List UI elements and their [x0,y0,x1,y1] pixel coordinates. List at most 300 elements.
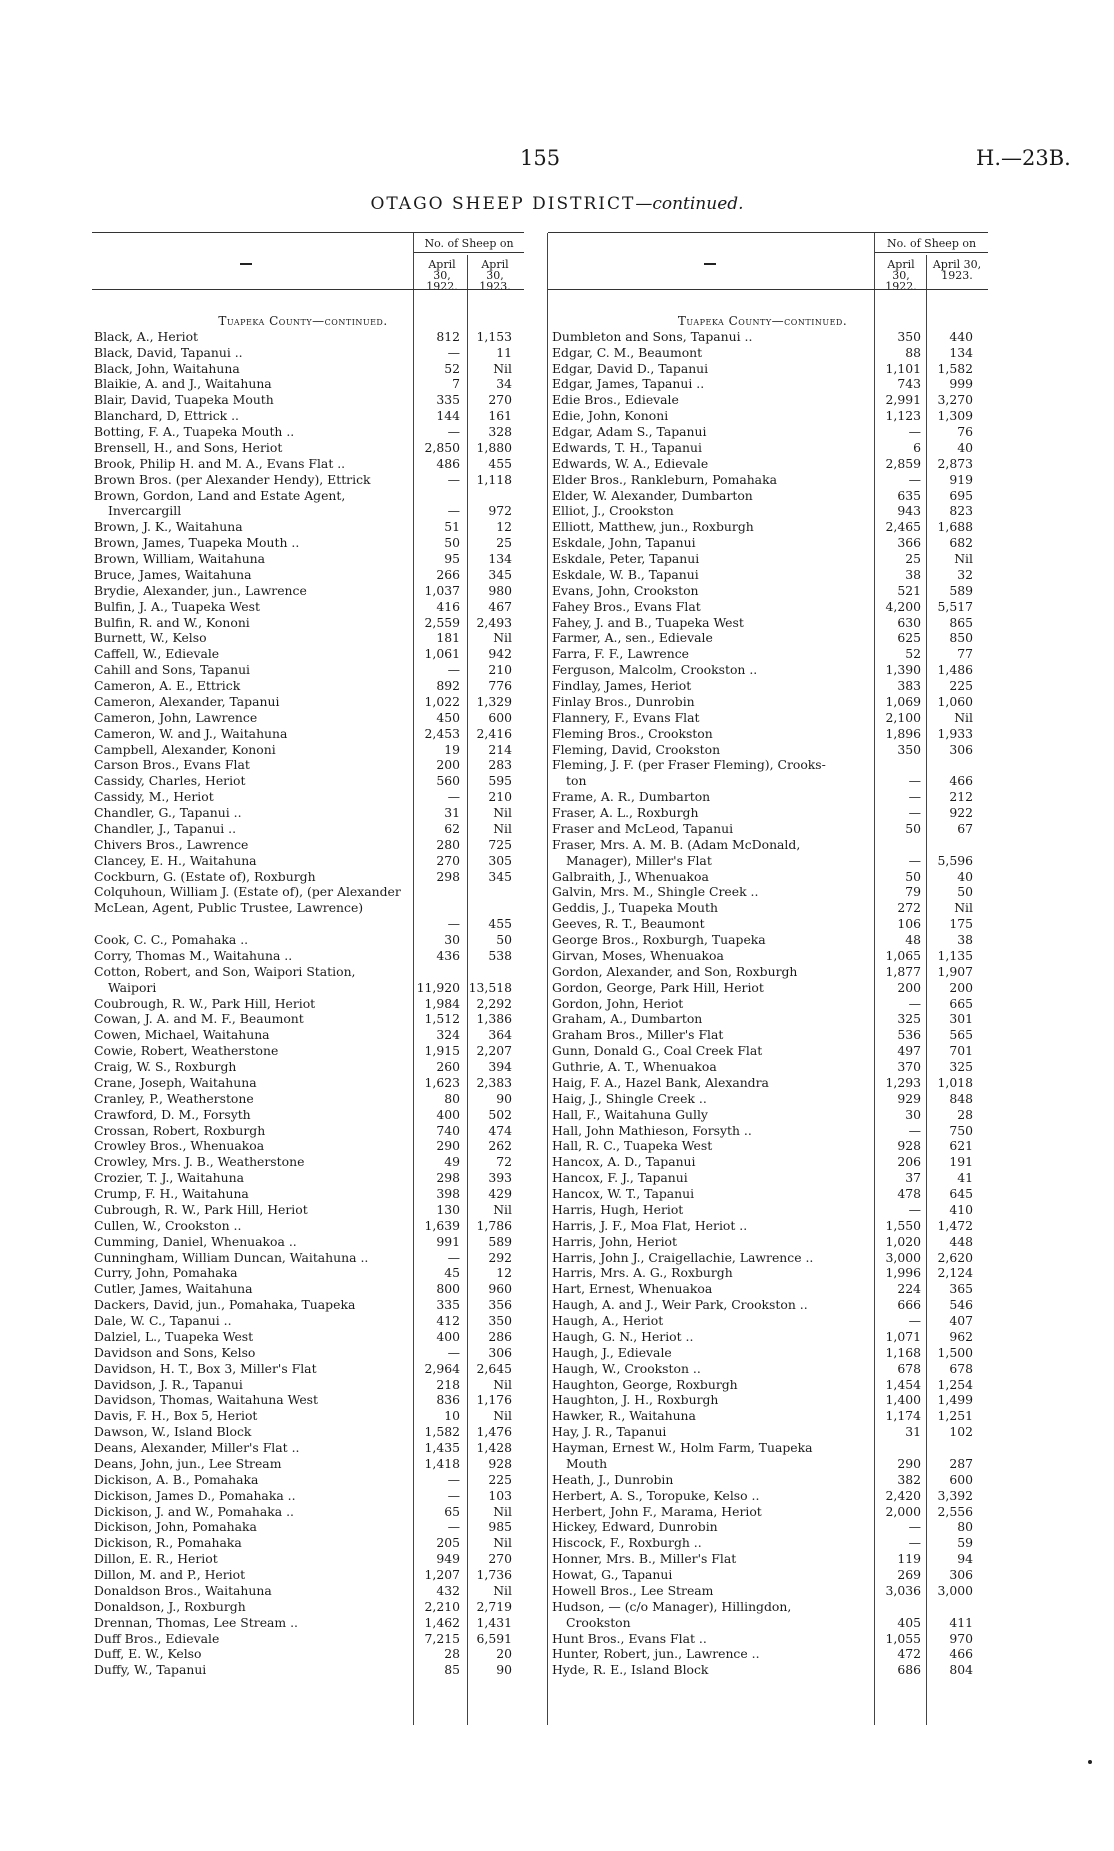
sheep-count-1922: 2,559 [424,614,460,630]
sheep-count-1922: 2,991 [885,392,921,408]
sheep-count-1922: 625 [897,630,921,646]
sheep-count-1922: 50 [444,535,460,551]
sheep-count-1923: 102 [949,1424,973,1440]
table-row [550,583,975,599]
sheep-count-1922: — [447,344,460,360]
sheep-count-1922: 269 [897,1567,921,1583]
right-sheep-header: No. of Sheep on [886,237,977,250]
left-subheader-rule [414,252,524,253]
sheep-count-1922: 2,850 [424,439,460,455]
sheep-count-1923: 262 [488,1138,512,1154]
table-row [550,1472,975,1488]
sheep-count-1922: 31 [905,1424,921,1440]
owner-name: Curry, John, Pomahaka [94,1265,238,1281]
sheep-count-1922: 325 [897,1011,921,1027]
owner-name-continuation: Mouth [566,1455,608,1471]
table-row [550,1297,975,1313]
sheep-count-1923: 225 [488,1471,512,1487]
left-section-heading: Tuapeka County—continued. [218,314,388,328]
sheep-count-1923: 595 [488,773,512,789]
sheep-count-1922: 65 [444,1503,460,1519]
sheep-count-1923: 1,786 [476,1217,512,1233]
owner-name: Eskdale, Peter, Tapanui [552,551,700,567]
page-title [0,194,1114,214]
sheep-count-1922: 3,036 [885,1582,921,1598]
sheep-count-1923: 292 [488,1249,512,1265]
sheep-count-1922: 260 [436,1059,460,1075]
table-row [550,1567,975,1583]
sheep-count-1922: — [908,805,921,821]
owner-name: Brown, James, Tuapeka Mouth .. [94,535,300,551]
owner-name: Eskdale, W. B., Tapanui [552,566,699,582]
sheep-count-1922: 2,453 [424,725,460,741]
table-row [550,1218,975,1234]
sheep-count-1923: 32 [957,566,973,582]
table-row [550,1631,975,1647]
table-row [550,392,975,408]
sheep-count-1923: 440 [949,328,973,344]
sheep-count-1922: — [447,471,460,487]
table-row [550,1123,975,1139]
owner-name: Edgar, Adam S., Tapanui [552,424,707,440]
owner-name: Guthrie, A. T., Whenuakoa [552,1059,717,1075]
table-row [550,1091,975,1107]
sheep-count-1923: 1,251 [937,1408,973,1424]
sheep-count-1922: 52 [905,646,921,662]
sheep-count-1922: 1,996 [885,1265,921,1281]
table-row [92,996,514,1012]
sheep-count-1923: 59 [957,1535,973,1551]
sheep-count-1923: 1,582 [937,360,973,376]
sheep-count-1922: 743 [897,376,921,392]
table-row [92,1345,514,1361]
sheep-count-1923: 214 [488,741,512,757]
sheep-count-1923: 191 [949,1154,973,1170]
table-row [92,837,514,853]
table-row [550,376,975,392]
table-row [550,805,975,821]
table-row [92,1392,514,1408]
table-row [92,1440,514,1456]
owner-name: Duff Bros., Edievale [94,1630,220,1646]
sheep-count-1923: 1,736 [476,1567,512,1583]
owner-name: Dickison, A. B., Pomahaka [94,1471,259,1487]
sheep-count-1922: 28 [444,1646,460,1662]
owner-name: Dale, W. C., Tapanui .. [94,1313,232,1329]
sheep-count-1923: 429 [488,1186,512,1202]
owner-name: Fahey Bros., Evans Flat [552,598,701,614]
table-row [92,678,514,694]
owner-name: Hall, John Mathieson, Forsyth .. [552,1122,752,1138]
sheep-count-1923: 455 [488,916,512,932]
sheep-count-1922: 1,582 [424,1424,460,1440]
table-row [550,1234,975,1250]
table-row [550,1408,975,1424]
sheep-count-1922: 929 [897,1090,921,1106]
sheep-count-1922: 678 [897,1360,921,1376]
table-row [550,1043,975,1059]
sheep-count-1922: 119 [897,1551,921,1567]
table-row [550,837,975,869]
sheep-count-1923: 1,118 [476,471,512,487]
sheep-count-1922: 1,984 [424,995,460,1011]
sheep-count-1922: 400 [436,1106,460,1122]
owner-name: Davidson, Thomas, Waitahuna West [94,1392,319,1408]
sheep-count-1922: 666 [897,1297,921,1313]
table-row [550,996,975,1012]
sheep-count-1923: 1,500 [937,1344,973,1360]
sheep-count-1922: 928 [897,1138,921,1154]
sheep-count-1923: 20 [496,1646,512,1662]
owner-name: Fraser, A. L., Roxburgh [552,805,699,821]
right-header-bottom-rule [548,289,988,290]
table-row [92,1551,514,1567]
sheep-count-1922: 1,207 [424,1567,460,1583]
table-row [550,408,975,424]
sheep-count-1923: 225 [949,678,973,694]
table-row [92,630,514,646]
owner-name: Edie, John, Kononi [552,408,669,424]
sheep-count-1923: 1,933 [937,725,973,741]
sheep-count-1922: — [908,852,921,868]
sheep-count-1922: 1,390 [885,662,921,678]
table-row [92,1424,514,1440]
sheep-count-1923: Nil [493,1376,512,1392]
sheep-count-1922: 1,400 [885,1392,921,1408]
sheep-count-1923: 11 [496,344,512,360]
table-row [550,456,975,472]
owner-name: Hayman, Ernest W., Holm Farm, Tuapeka Mouth [550,1440,874,1472]
left-header-bottom-rule [92,289,524,290]
sheep-count-1922: 1,061 [424,646,460,662]
owner-name: Haugh, A. and J., Weir Park, Crookston .. [552,1297,808,1313]
sheep-count-1922: 7,215 [424,1630,460,1646]
table-row [550,884,975,900]
table-row [550,1504,975,1520]
sheep-count-1923: 1,476 [476,1424,512,1440]
table-row [550,424,975,440]
table-row [92,773,514,789]
table-row [550,615,975,631]
table-row [92,1456,514,1472]
owner-name: Herbert, A. S., Toropuke, Kelso .. [552,1487,760,1503]
table-row [92,1059,514,1075]
sheep-count-1923: 76 [957,424,973,440]
sheep-count-1922: 1,418 [424,1455,460,1471]
sheep-count-1922: 37 [905,1170,921,1186]
owner-name: Haig, J., Shingle Creek .. [552,1090,707,1106]
owner-name: Cowie, Robert, Weatherstone [94,1043,279,1059]
left-col-1923: April 30, 1923. [479,258,511,293]
owner-name: Galbraith, J., Whenuakoa [552,868,709,884]
table-row [550,551,975,567]
table-row [550,1424,975,1440]
owner-name: Honner, Mrs. B., Miller's Flat [552,1551,737,1567]
sheep-count-1923: 270 [488,1551,512,1567]
sheep-count-1922: 106 [897,916,921,932]
sheep-count-1922: 630 [897,614,921,630]
sheep-count-1923: 80 [957,1519,973,1535]
sheep-count-1922: — [447,916,460,932]
sheep-count-1922: — [447,1471,460,1487]
sheep-count-1922: 686 [897,1662,921,1678]
table-row [92,1043,514,1059]
sheep-count-1923: 1,386 [476,1011,512,1027]
table-row [550,1535,975,1551]
sheep-count-1923: Nil [493,360,512,376]
table-row [92,932,514,948]
sheep-count-1923: 286 [488,1328,512,1344]
sheep-count-1922: 324 [436,1027,460,1043]
sheep-count-1923: 175 [949,916,973,932]
table-row [550,948,975,964]
sheep-count-1922: 224 [897,1281,921,1297]
owner-name: Harris, J. F., Moa Flat, Heriot .. [552,1217,748,1233]
owner-name: Frame, A. R., Dumbarton [552,789,711,805]
owner-name: Coubrough, R. W., Park Hill, Heriot [94,995,316,1011]
sheep-count-1922: 205 [436,1535,460,1551]
table-row [550,1107,975,1123]
owner-name: Flannery, F., Evans Flat [552,709,700,725]
table-row [550,1519,975,1535]
owner-name: Ferguson, Malcolm, Crookston .. [552,662,758,678]
sheep-count-1922: 30 [905,1106,921,1122]
sheep-count-1923: 5,596 [937,852,973,868]
sheep-count-1922: 1,915 [424,1043,460,1059]
owner-name: Cahill and Sons, Tapanui [94,662,251,678]
sheep-count-1922: 560 [436,773,460,789]
sheep-count-1923: 565 [949,1027,973,1043]
table-row [550,630,975,646]
sheep-count-1923: 13,518 [468,979,512,995]
sheep-count-1922: 1,168 [885,1344,921,1360]
owner-name: Hudson, — (c/o Manager), Hillingdon, Crookston [550,1599,874,1631]
table-row [550,1059,975,1075]
owner-name: Black, A., Heriot [94,328,199,344]
table-row [92,1535,514,1551]
table-row [92,1567,514,1583]
table-row [92,583,514,599]
sheep-count-1923: 942 [488,646,512,662]
sheep-count-1922: 50 [905,868,921,884]
sheep-count-1923: 850 [949,630,973,646]
sheep-count-1923: Nil [493,805,512,821]
sheep-count-1922: 2,465 [885,519,921,535]
owner-name: Black, David, Tapanui .. [94,344,243,360]
owner-name: Haugh, G. N., Heriot .. [552,1328,694,1344]
owner-name: Dickison, R., Pomahaka [94,1535,242,1551]
owner-name: Blanchard, D, Ettrick .. [94,408,239,424]
table-row [550,1313,975,1329]
sheep-count-1922: 266 [436,566,460,582]
owner-name-continuation: Manager), Miller's Flat [566,852,712,868]
sheep-count-1923: 455 [488,455,512,471]
sheep-count-1922: 62 [444,820,460,836]
sheep-count-1922: 740 [436,1122,460,1138]
sheep-count-1922: 335 [436,1297,460,1313]
sheep-count-1923: 134 [488,551,512,567]
table-row [92,599,514,615]
sheep-count-1922: 290 [897,1455,921,1471]
sheep-count-1923: 200 [949,979,973,995]
owner-name: Crossan, Robert, Roxburgh [94,1122,266,1138]
owner-name: Cutler, James, Waitahuna [94,1281,253,1297]
sheep-count-1922: 412 [436,1313,460,1329]
owner-name: Cockburn, G. (Estate of), Roxburgh [94,868,316,884]
owner-name: Bulfin, R. and W., Kononi [94,614,250,630]
owner-name: Davidson, H. T., Box 3, Miller's Flat [94,1360,317,1376]
owner-name: Hiscock, F., Roxburgh .. [552,1535,702,1551]
page-mark [1088,1760,1092,1764]
owner-name: Cameron, W. and J., Waitahuna [94,725,288,741]
sheep-count-1923: 750 [949,1122,973,1138]
sheep-count-1923: 665 [949,995,973,1011]
owner-name: Howat, G., Tapanui [552,1567,673,1583]
sheep-count-1922: 130 [436,1201,460,1217]
owner-name: Haughton, George, Roxburgh [552,1376,738,1392]
sheep-count-1923: 67 [957,820,973,836]
sheep-count-1923: 922 [949,805,973,821]
owner-name: Duff, E. W., Kelso [94,1646,202,1662]
table-row [550,345,975,361]
table-row [550,757,975,789]
table-row [550,1345,975,1361]
owner-name: Cullen, W., Crookston .. [94,1217,242,1233]
owner-name: Chivers Bros., Lawrence [94,836,249,852]
owner-name: Gunn, Donald G., Coal Creek Flat [552,1043,763,1059]
sheep-count-1923: 865 [949,614,973,630]
sheep-count-1923: Nil [493,630,512,646]
owner-name: Dackers, David, jun., Pomahaka, Tuapeka [94,1297,356,1313]
owner-name: Elliott, Matthew, jun., Roxburgh [552,519,754,535]
table-row [550,472,975,488]
owner-name: Bulfin, J. A., Tuapeka West [94,598,260,614]
sheep-count-1923: 695 [949,487,973,503]
table-row [92,1361,514,1377]
table-row [550,726,975,742]
left-sheep-header: No. of Sheep on [424,237,514,250]
sheep-count-1922: 416 [436,598,460,614]
table-row [92,440,514,456]
sheep-count-1923: 972 [488,503,512,519]
table-row [550,535,975,551]
table-row [92,1297,514,1313]
table-row [92,1281,514,1297]
table-row [92,615,514,631]
sheep-count-1922: 88 [905,344,921,360]
sheep-count-1923: 600 [949,1471,973,1487]
owner-name: Hall, F., Waitahuna Gully [552,1106,708,1122]
table-row [92,1091,514,1107]
sheep-count-1923: 356 [488,1297,512,1313]
page-number: 155 [520,146,561,170]
sheep-count-1923: 94 [957,1551,973,1567]
table-row [92,1583,514,1599]
owner-name: Cowen, Michael, Waitahuna [94,1027,270,1043]
owner-name: Crane, Joseph, Waitahuna [94,1074,257,1090]
sheep-count-1922: 1,055 [885,1630,921,1646]
owner-name: Harris, John J., Craigellachie, Lawrence .. [552,1249,814,1265]
sheep-count-1922: 383 [897,678,921,694]
sheep-count-1923: Nil [493,1582,512,1598]
sheep-count-1923: 40 [957,439,973,455]
sheep-count-1922: 290 [436,1138,460,1154]
table-row [550,1170,975,1186]
owner-name: Crozier, T. J., Waitahuna [94,1170,244,1186]
sheep-count-1922: 6 [913,439,921,455]
sheep-count-1922: 1,462 [424,1614,460,1630]
table-row [550,1138,975,1154]
table-row [92,726,514,742]
table-row [550,1265,975,1281]
sheep-count-1923: 1,907 [937,963,973,979]
sheep-count-1923: 2,124 [937,1265,973,1281]
owner-name: Fleming, J. F. (per Fraser Fleming), Crooks- ton [550,757,874,789]
owner-name: Haughton, J. H., Roxburgh [552,1392,719,1408]
table-row [92,551,514,567]
owner-name: Fraser, Mrs. A. M. B. (Adam McDonald, Manager), Miller's Flat [550,837,874,869]
table-row [550,1583,975,1599]
owner-name: Graham, A., Dumbarton [552,1011,703,1027]
sheep-count-1923: 678 [949,1360,973,1376]
table-row [92,869,514,885]
table-row [92,1329,514,1345]
table-row [92,757,514,773]
sheep-count-1922: 1,896 [885,725,921,741]
owner-name: Brown, J. K., Waitahuna [94,519,243,535]
sheep-count-1923: 1,153 [476,328,512,344]
sheep-count-1922: 1,037 [424,582,460,598]
sheep-count-1923: 12 [496,1265,512,1281]
left-header-top-rule [92,232,524,233]
sheep-count-1923: 2,493 [476,614,512,630]
sheep-count-1923: 1,329 [476,693,512,709]
table-row [92,821,514,837]
table-row [550,599,975,615]
owner-name: Brydie, Alexander, jun., Lawrence [94,582,307,598]
owner-name: Cranley, P., Weatherstone [94,1090,254,1106]
sheep-count-1923: Nil [954,709,973,725]
table-row [550,694,975,710]
table-row [92,1218,514,1234]
sheep-count-1922: 1,293 [885,1074,921,1090]
owner-name: Hall, R. C., Tuapeka West [552,1138,713,1154]
owner-name: Hancox, F. J., Tapanui [552,1170,688,1186]
sheep-count-1923: 306 [949,1567,973,1583]
table-row [550,869,975,885]
sheep-count-1923: 210 [488,789,512,805]
owner-name: Deans, John, jun., Lee Stream [94,1455,282,1471]
sheep-count-1922: 478 [897,1186,921,1202]
table-row [550,1011,975,1027]
owner-name: Crawford, D. M., Forsyth [94,1106,251,1122]
owner-name: Crowley, Mrs. J. B., Weatherstone [94,1154,305,1170]
sheep-count-1923: 365 [949,1281,973,1297]
sheep-count-1923: 41 [957,1170,973,1186]
owner-name: Brensell, H., and Sons, Heriot [94,439,283,455]
right-outer-divider [547,233,548,1725]
sheep-count-1922: 2,100 [885,709,921,725]
owner-name: Cumming, Daniel, Whenuakoa .. [94,1233,297,1249]
sheep-count-1922: 25 [905,551,921,567]
table-row [550,519,975,535]
table-row [92,1615,514,1631]
table-row [92,329,514,345]
owner-name: Heath, J., Dunrobin [552,1471,674,1487]
table-row [550,488,975,504]
sheep-count-1922: 1,022 [424,693,460,709]
sheep-count-1922: 1,435 [424,1440,460,1456]
